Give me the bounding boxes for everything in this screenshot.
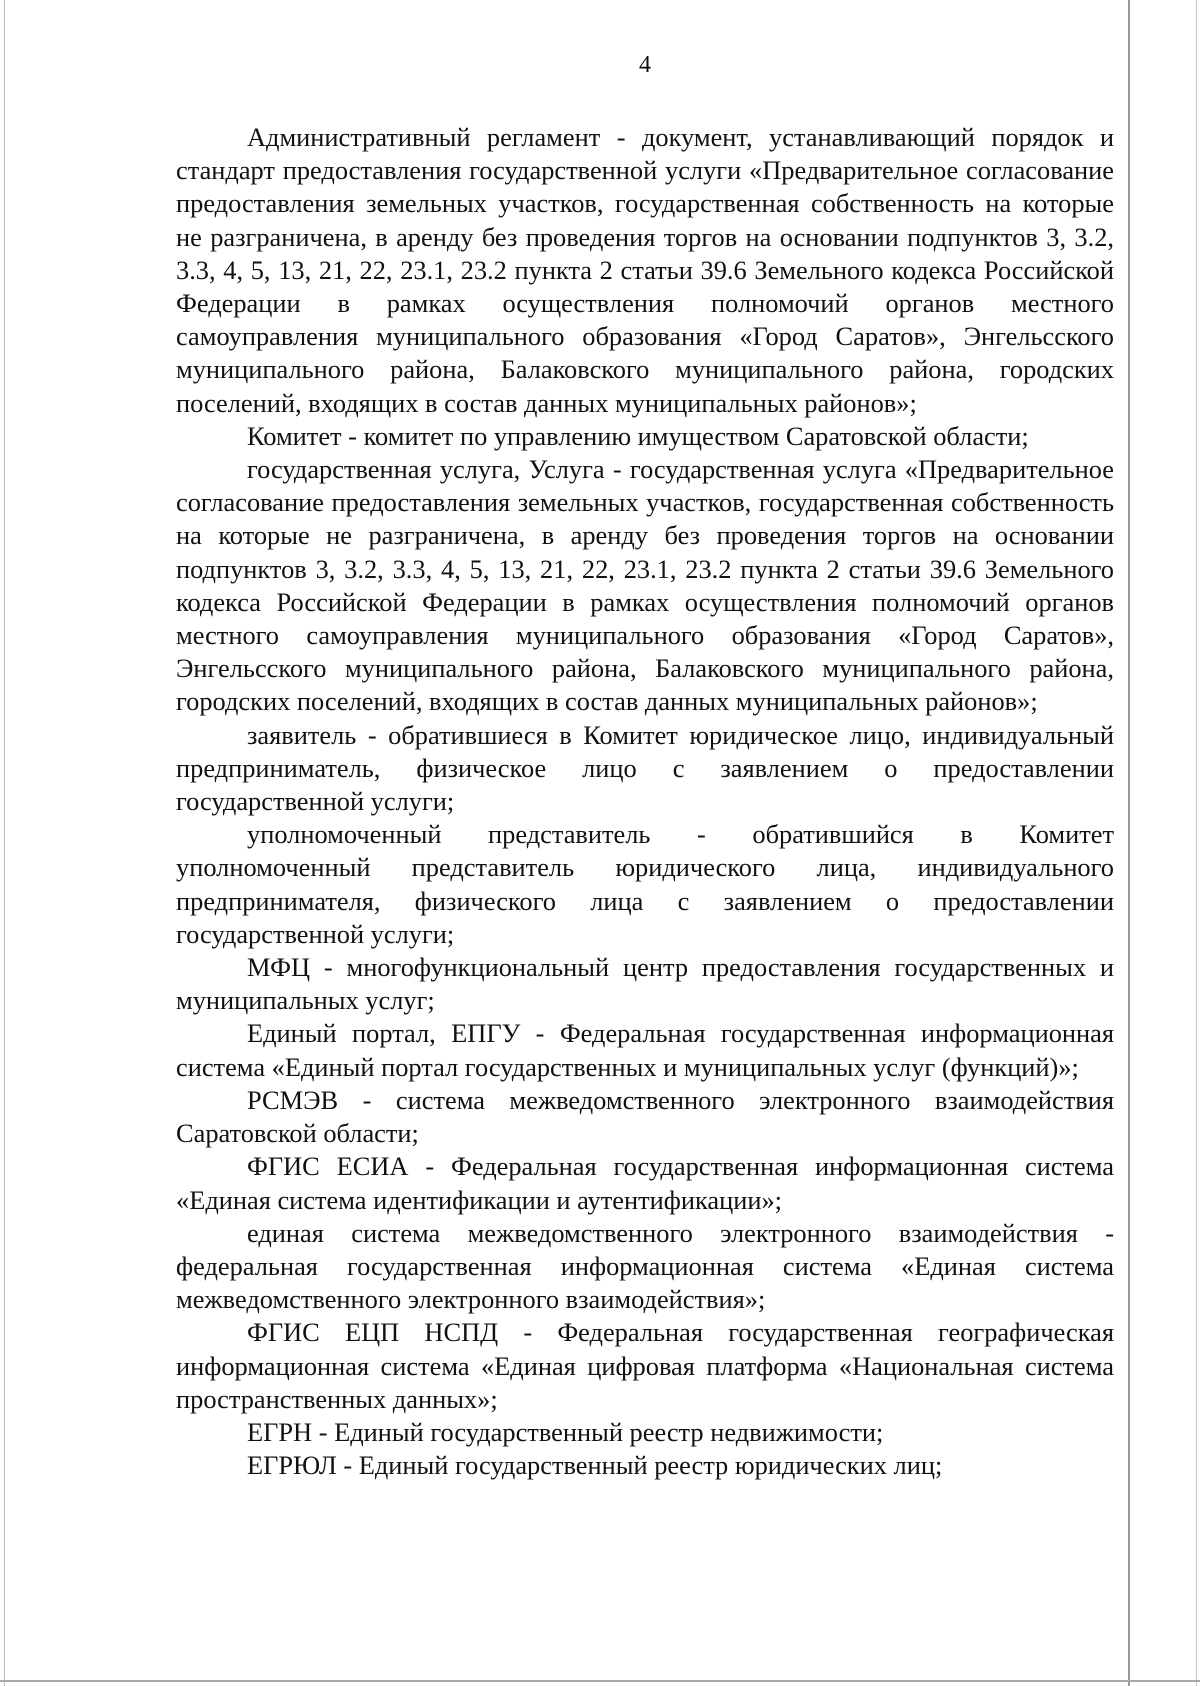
definition-authorized-representative: уполномоченный представитель - обратившийся в Комитет уполномоченный представитель юридического лица, индивидуального предпринимателя, физического лица с заявлением о предоставлении государственной услуги; — [176, 819, 1114, 949]
definition-egrn: ЕГРН - Единый государственный реестр недвижимости; — [247, 1416, 884, 1447]
definition-committee: Комитет - комитет по управлению имуществом Саратовской области; — [247, 420, 1029, 451]
definition-rsmev: РСМЭВ - система межведомственного электронного взаимодействия Саратовской области; — [176, 1084, 1114, 1149]
definition-egrul: ЕГРЮЛ - Единый государственный реестр юридических лиц; — [247, 1450, 943, 1481]
definition-fgis-ecp-nspd: ФГИС ЕЦП НСПД - Федеральная государственная географическая информационная система «Единая цифровая платформа «Национальная система пространственных данных»; — [176, 1317, 1114, 1414]
definition-applicant: заявитель - обратившиеся в Комитет юридическое лицо, индивидуальный предприниматель, физическое лицо с заявлением о предоставлении государственной услуги; — [176, 719, 1114, 817]
definition-smev: единая система межведомственного электронного взаимодействия - федеральная государственная информационная система «Единая система межведомственного электронного взаимодействия»; — [176, 1217, 1114, 1315]
scan-edge-right-outer — [1196, 0, 1197, 1686]
definition-epgu: Единый портал, ЕПГУ - Федеральная государственная информационная система «Единый портал государственных и муниципальных услуг (функций)»; — [176, 1018, 1114, 1082]
definition-administrative-regulation: Административный регламент - документ, устанавливающий порядок и стандарт предоставления государственной услуги «Предварительное согласование предоставления земельных участков, государственная собственность на которые не разграничена, в аренду без проведения торгов на основании подпунктов 3, 3.2, 3.3, 4, 5, 13, 21, 22, 23.1, 23.2 пункта 2 статьи 39.6 Земельного кодекса Российской Федерации в рамках осуществления полномочий органов местного самоуправления муниципального образования «Город Саратов», Энгельсского муниципального района, Балаковского муниципального района, городских поселений, входящих в состав данных муниципальных районов»; — [176, 122, 1114, 418]
page-number: 4 — [639, 52, 651, 78]
scan-edge-right — [1128, 0, 1130, 1686]
definition-state-service: государственная услуга, Услуга - государственная услуга «Предварительное согласование предоставления земельных участков, государственная собственность на которые не разграничена, в аренду без проведения торгов на основании подпунктов 3, 3.2, 3.3, 4, 5, 13, 21, 22, 23.1, 23.2 пункта 2 статьи 39.6 Земельного кодекса Российской Федерации в рамках осуществления полномочий органов местного самоуправления муниципального образования «Город Саратов», Энгельсского муниципального района, Балаковского муниципального района, городских поселений, входящих в состав данных муниципальных районов»; — [176, 454, 1114, 717]
scan-edge-left — [4, 0, 5, 1686]
scan-edge-bottom — [0, 1680, 1200, 1682]
document-body — [176, 121, 1114, 1482]
definition-mfc: МФЦ - многофункциональный центр предоставления государственных и муниципальных услуг; — [176, 952, 1114, 1016]
definition-fgis-esia: ФГИС ЕСИА - Федеральная государственная информационная система «Единая система идентификации и аутентификации»; — [176, 1151, 1114, 1215]
